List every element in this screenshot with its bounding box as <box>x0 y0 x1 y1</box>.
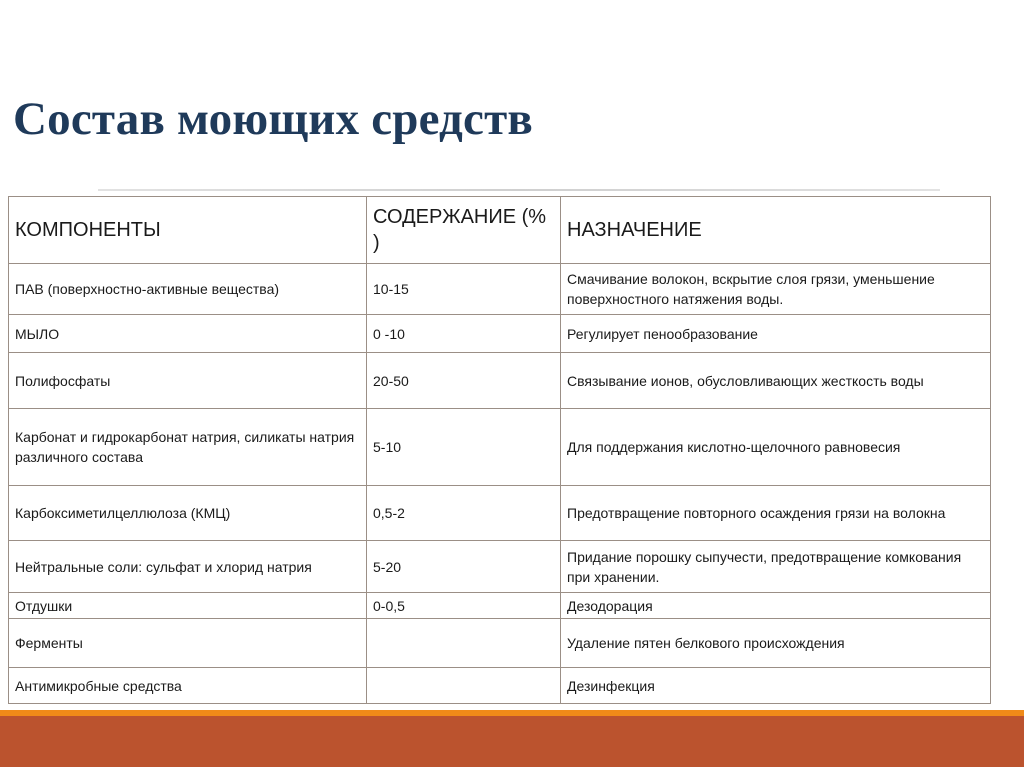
cell-purpose: Предотвращение повторного осаждения грязи на волокна <box>561 486 991 541</box>
table-row <box>9 486 991 541</box>
cell-purpose: Удаление пятен белкового происхождения <box>561 619 991 668</box>
footer-band <box>0 716 1024 767</box>
cell-component: МЫЛО <box>9 315 367 353</box>
table-row <box>9 668 991 704</box>
header-components: КОМПОНЕНТЫ <box>9 197 367 264</box>
cell-component: Полифосфаты <box>9 353 367 409</box>
table-row <box>9 315 991 353</box>
cell-content: 0,5-2 <box>367 486 561 541</box>
cell-component: Антимикробные средства <box>9 668 367 704</box>
cell-content: 10-15 <box>367 264 561 315</box>
table-row <box>9 593 991 619</box>
cell-content: 0-0,5 <box>367 593 561 619</box>
cell-component: Карбонат и гидрокарбонат натрия, силикаты натрия различного состава <box>9 409 367 486</box>
cell-purpose: Связывание ионов, обусловливающих жесткость воды <box>561 353 991 409</box>
table-row <box>9 409 991 486</box>
cell-purpose: Для поддержания кислотно-щелочного равновесия <box>561 409 991 486</box>
cell-component: Ферменты <box>9 619 367 668</box>
cell-content: 0 -10 <box>367 315 561 353</box>
cell-component: Нейтральные соли: сульфат и хлорид натрия <box>9 541 367 593</box>
title-divider <box>98 189 940 191</box>
cell-content: 5-10 <box>367 409 561 486</box>
composition-table <box>8 196 991 704</box>
table-row <box>9 619 991 668</box>
cell-component: ПАВ (поверхностно-активные вещества) <box>9 264 367 315</box>
table-row <box>9 353 991 409</box>
cell-component: Карбоксиметилцеллюлоза (КМЦ) <box>9 486 367 541</box>
cell-content <box>367 619 561 668</box>
cell-component: Отдушки <box>9 593 367 619</box>
cell-purpose: Придание порошку сыпучести, предотвращение комкования при хранении. <box>561 541 991 593</box>
cell-content: 5-20 <box>367 541 561 593</box>
cell-purpose: Регулирует пенообразование <box>561 315 991 353</box>
slide-title: Состав моющих средств <box>13 93 533 145</box>
header-content: СОДЕРЖАНИЕ (% ) <box>367 197 561 264</box>
cell-content: 20-50 <box>367 353 561 409</box>
cell-purpose: Дезодорация <box>561 593 991 619</box>
table-row <box>9 541 991 593</box>
cell-purpose: Смачивание волокон, вскрытие слоя грязи, уменьшение поверхностного натяжения воды. <box>561 264 991 315</box>
header-purpose: НАЗНАЧЕНИЕ <box>561 197 991 264</box>
cell-purpose: Дезинфекция <box>561 668 991 704</box>
table-header-row <box>9 197 991 264</box>
cell-content <box>367 668 561 704</box>
table-row <box>9 264 991 315</box>
